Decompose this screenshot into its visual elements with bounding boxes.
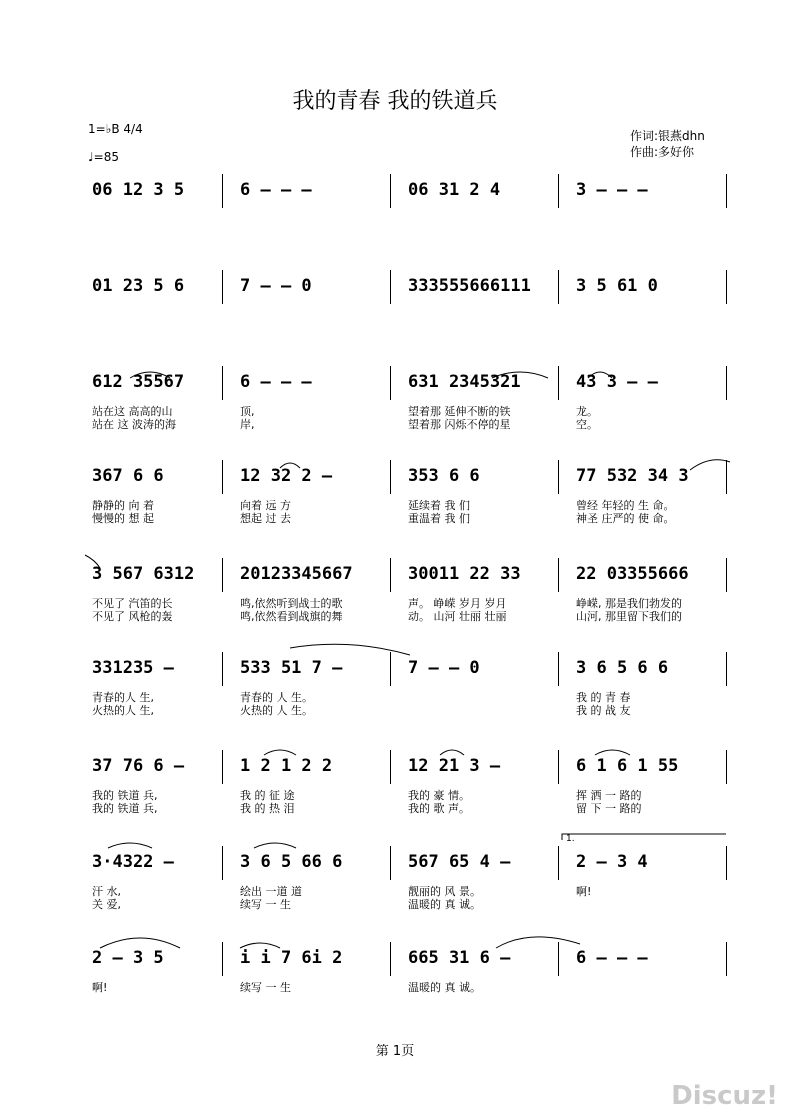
measure-notes: 6 – – – (240, 180, 312, 200)
measure-notes: 333555666111 (408, 276, 531, 296)
measure-notes: 2 – 3 5 (92, 948, 164, 968)
barline (726, 750, 727, 784)
slur-arc (264, 750, 296, 755)
barline (558, 652, 559, 686)
measure-notes: 3 – – – (576, 180, 648, 200)
measure-notes: 533 51 7 – (240, 658, 343, 678)
lyric-text: 山河, 那里留下我们的 (576, 610, 682, 623)
lyric-text: 鸣,依然听到战士的歌 (240, 597, 343, 610)
measure-notes: 3 6 5 6 6 (576, 658, 669, 678)
measure-notes: 20123345667 (240, 564, 353, 584)
barline (222, 270, 223, 304)
barline (222, 558, 223, 592)
lyric-text: 我的 铁道 兵, (92, 802, 158, 815)
barline (726, 270, 727, 304)
lyric-text: 汗 水, (92, 885, 121, 898)
lyric-text: 靓丽的 风 景。 (408, 885, 481, 898)
barline (726, 846, 727, 880)
measure-notes: 2 – 3 4 (576, 852, 648, 872)
measure-notes: 12 21 3 – (408, 756, 501, 776)
lyric-text: 续写 一 生 (240, 981, 291, 994)
barline (222, 366, 223, 400)
lyric-text: 火热的 人 生。 (240, 704, 313, 717)
measure-notes: 43 3 – – (576, 372, 658, 392)
page-number: 第 1页 (375, 1044, 415, 1059)
measure-notes: 6 – – – (576, 948, 648, 968)
lyric-text: 不见了 风枪的轰 (92, 610, 173, 623)
measure-notes: 7 – – 0 (408, 658, 480, 678)
lyric-text: 我 的 热 泪 (240, 802, 295, 815)
barline (558, 750, 559, 784)
barline (390, 558, 391, 592)
lyric-text: 我 的 战 友 (576, 704, 631, 717)
measure-notes: 22 03355666 (576, 564, 689, 584)
slur-arc (290, 644, 410, 655)
barline (390, 174, 391, 208)
lyric-text: 声。 峥嵘 岁月 岁月 (408, 597, 507, 610)
barline (726, 460, 727, 494)
barline (222, 942, 223, 976)
barline (558, 460, 559, 494)
lyricist: 作词:银燕dhn (630, 129, 705, 143)
measure-notes: 631 2345321 (408, 372, 521, 392)
barline (558, 846, 559, 880)
barline (390, 460, 391, 494)
lyric-text: 重温着 我 们 (408, 512, 470, 525)
measure-notes: 6 – – – (240, 372, 312, 392)
measure-notes: 3 5 61 0 (576, 276, 658, 296)
measure-notes: 77 532 34 3 (576, 466, 689, 486)
barline (558, 558, 559, 592)
barline (390, 942, 391, 976)
slur-arc (100, 938, 180, 948)
measure-notes: 12 32 2 – (240, 466, 333, 486)
measure-notes: 30011 22 33 (408, 564, 521, 584)
lyric-text: 我 的 征 途 (240, 789, 295, 802)
barline (390, 846, 391, 880)
lyric-text: 温暖的 真 诚。 (408, 981, 481, 994)
lyric-text: 神圣 庄严的 使 命。 (576, 512, 675, 525)
measure-notes: 3 6 5 66 6 (240, 852, 343, 872)
barline (390, 652, 391, 686)
slur-arc (254, 843, 296, 848)
lyric-text: 挥 洒 一 路的 (576, 789, 642, 802)
barline (726, 174, 727, 208)
lyric-text: 续写 一 生 (240, 898, 291, 911)
lyric-text: 鸣,依然看到战旗的舞 (240, 610, 343, 623)
barline (558, 366, 559, 400)
lyric-text: 啊! (92, 981, 108, 994)
measure-notes: 1 2 1 2 2 (240, 756, 333, 776)
measure-notes: 06 12 3 5 (92, 180, 185, 200)
measure-notes: 3 567 6312 (92, 564, 195, 584)
lyric-text: 顶, (240, 405, 255, 418)
barline (222, 174, 223, 208)
slur-arc (496, 937, 580, 948)
barline (222, 652, 223, 686)
barline (558, 942, 559, 976)
measure-notes: i i 7 6i 2 (240, 948, 343, 968)
key-line: 1=♭B 4/4 (88, 122, 143, 136)
lyric-text: 峥嵘, 那是我们勃发的 (576, 597, 682, 610)
barline (222, 846, 223, 880)
lyric-text: 我的 铁道 兵, (92, 789, 158, 802)
lyric-text: 站在 这 波涛的海 (92, 418, 176, 431)
lyric-text: 向着 远 方 (240, 499, 291, 512)
measure-notes: 367 6 6 (92, 466, 164, 486)
slur-arc (108, 843, 152, 848)
lyric-text: 不见了 汽笛的长 (92, 597, 173, 610)
lyric-text: 动。 山河 壮丽 壮丽 (408, 610, 507, 623)
slur-arc (690, 460, 730, 470)
slur-arc (595, 750, 630, 755)
lyric-text: 温暖的 真 诚。 (408, 898, 481, 911)
measure-notes: 567 65 4 – (408, 852, 511, 872)
measure-notes: 7 – – 0 (240, 276, 312, 296)
barline (726, 652, 727, 686)
lyric-text: 站在这 高高的山 (92, 405, 173, 418)
score-title: 我的青春 我的铁道兵 (292, 89, 498, 114)
lyric-text: 慢慢的 想 起 (92, 512, 154, 525)
lyric-text: 想起 过 去 (240, 512, 291, 525)
measure-notes: 612 35567 (92, 372, 185, 392)
barline (222, 750, 223, 784)
lyric-text: 空。 (576, 418, 598, 431)
measure-notes: 3·4322 – (92, 852, 174, 872)
lyric-text: 我 的 青 春 (576, 691, 631, 704)
lyric-text: 火热的人 生, (92, 704, 154, 717)
barline (390, 366, 391, 400)
lyric-text: 延续着 我 们 (408, 499, 470, 512)
measure-notes: 331235 – (92, 658, 174, 678)
barline (726, 942, 727, 976)
credits (630, 128, 705, 160)
lyric-text: 望着那 延伸不断的铁 (408, 405, 511, 418)
barline (558, 270, 559, 304)
lyric-text: 曾经 年轻的 生 命。 (576, 499, 675, 512)
composer: 作曲:多好你 (630, 145, 695, 159)
lyric-text: 青春的 人 生。 (240, 691, 313, 704)
key-signature (88, 122, 143, 164)
lyric-text: 龙。 (576, 405, 598, 418)
lyric-text: 望着那 闪烁不停的星 (408, 418, 511, 431)
barline (390, 750, 391, 784)
measure-notes: 37 76 6 – (92, 756, 185, 776)
lyric-text: 我的 豪 情。 (408, 789, 470, 802)
barline (390, 270, 391, 304)
lyric-text: 青春的人 生, (92, 691, 154, 704)
measure-notes: 665 31 6 – (408, 948, 511, 968)
tempo-mark: ♩=85 (88, 150, 119, 164)
lyric-text: 岸, (240, 418, 255, 431)
measure-notes: 01 23 5 6 (92, 276, 185, 296)
lyric-text: 关 爱, (92, 898, 121, 911)
volta-label: 1. (566, 834, 575, 844)
volta-bracket (562, 834, 726, 840)
lyric-text: 我的 歌 声。 (408, 802, 470, 815)
barline (558, 174, 559, 208)
barline (726, 558, 727, 592)
measure-notes: 353 6 6 (408, 466, 480, 486)
lyric-text: 啊! (576, 885, 592, 898)
barline (726, 366, 727, 400)
lyric-text: 静静的 向 着 (92, 499, 154, 512)
measure-notes: 6 1 6 1 55 (576, 756, 679, 776)
lyric-text: 留 下 一 路的 (576, 802, 642, 815)
watermark-logo: Discuz! (671, 1081, 778, 1111)
slur-arc (440, 750, 464, 755)
barline (222, 460, 223, 494)
measure-notes: 06 31 2 4 (408, 180, 501, 200)
lyric-text: 绘出 一道 道 (240, 885, 302, 898)
